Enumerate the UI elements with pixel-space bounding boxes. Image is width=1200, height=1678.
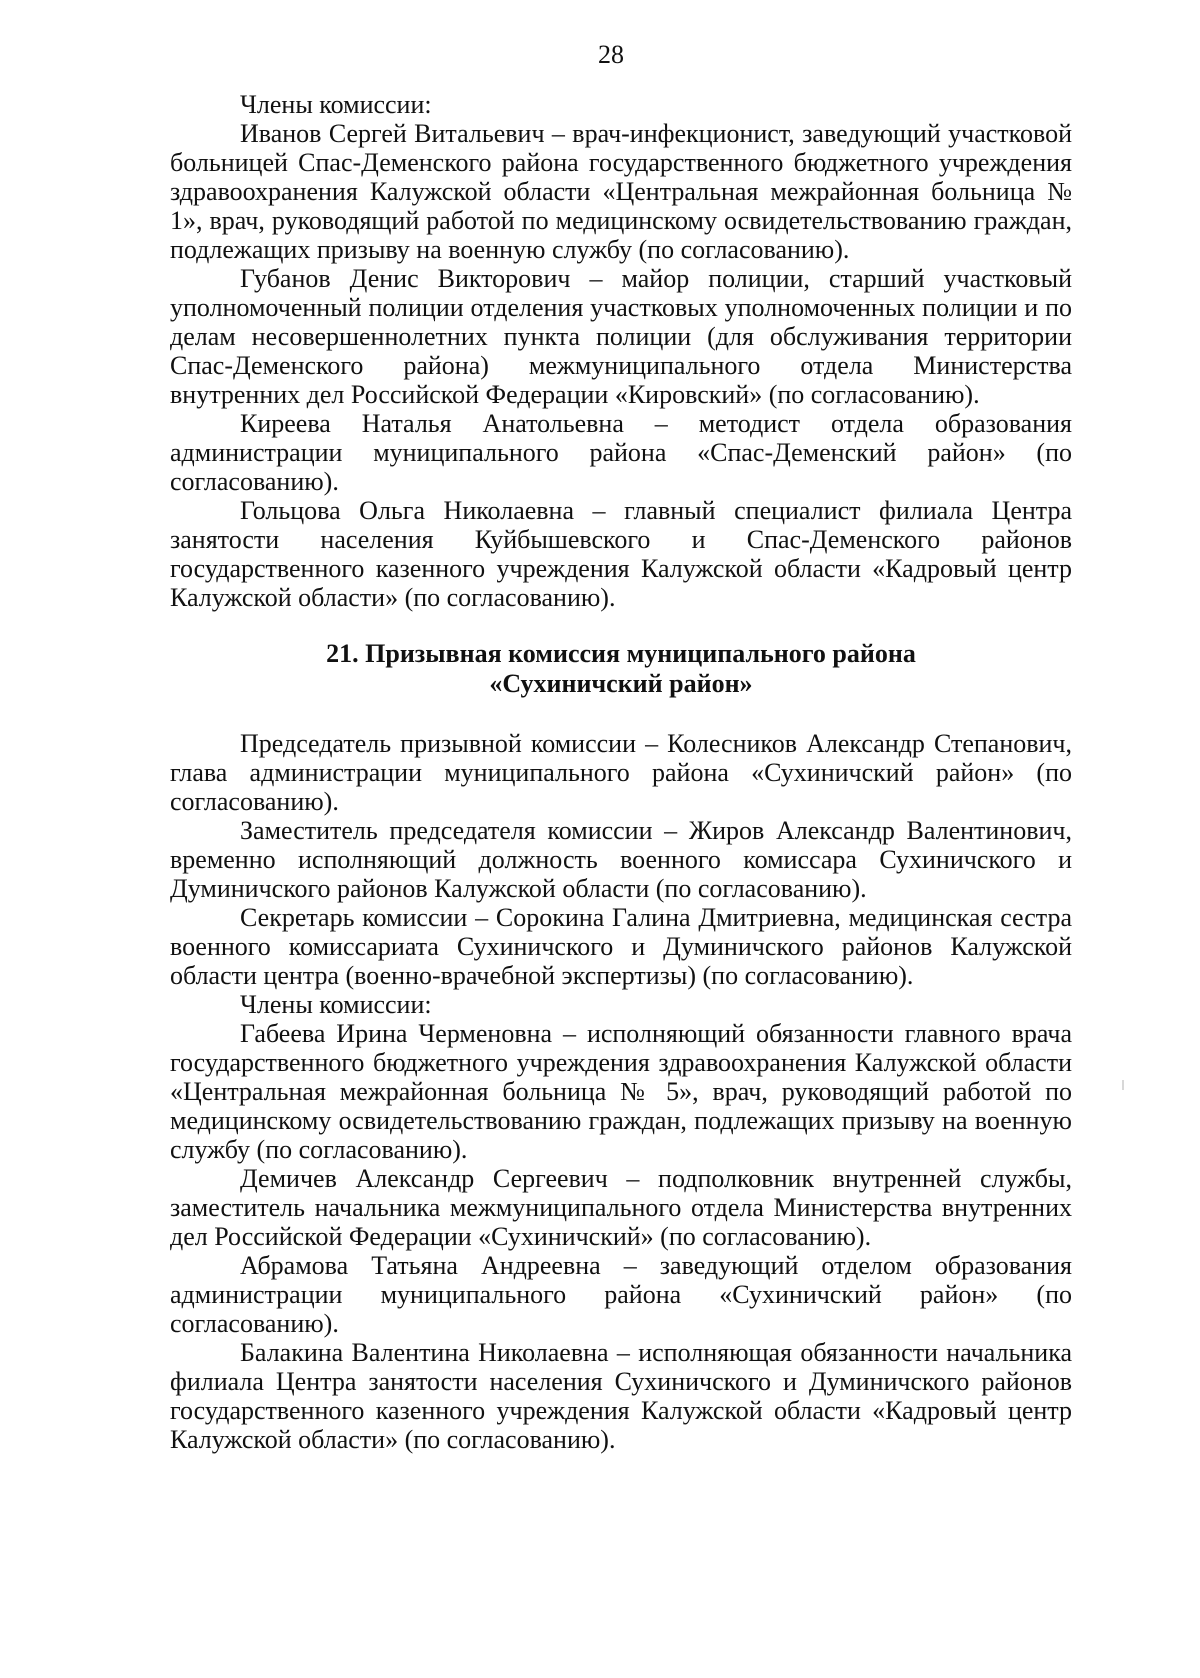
members-list-previous-commission: [170, 90, 1072, 612]
secretary-entry: Секретарь комиссии – Сорокина Галина Дмитриевна, медицинская сестра военного комиссариата Сухиничского и Думиничского районов Калужской области центра (военно-врачебной экспертизы) (по согласованию).: [170, 903, 1072, 990]
scan-artifact: [1122, 1080, 1124, 1090]
commission-composition: [170, 729, 1072, 1454]
member-entry: Демичев Александр Сергеевич – подполковник внутренней службы, заместитель начальника межмуниципального отдела Министерства внутренних дел Российской Федерации «Сухиничский» (по согласованию).: [170, 1164, 1072, 1251]
member-entry: Киреева Наталья Анатольевна – методист отдела образования администрации муниципального района «Спас-Деменский район» (по согласованию).: [170, 409, 1072, 496]
member-entry: Габеева Ирина Черменовна – исполняющий обязанности главного врача государственного бюджетного учреждения здравоохранения Калужской области «Центральная межрайонная больница № 5», врач, руководящий работой по медицинскому освидетельствованию граждан, подлежащих призыву на военную службу (по согласованию).: [170, 1019, 1072, 1164]
members-heading: Члены комиссии:: [240, 90, 432, 119]
member-entry: Балакина Валентина Николаевна – исполняющая обязанности начальника филиала Центра занятости населения Сухиничского и Думиничского районов государственного казенного учреждения Калужской области «Кадровый центр Калужской области» (по согласованию).: [170, 1338, 1072, 1454]
member-entry: Губанов Денис Викторович – майор полиции, старший участковый уполномоченный полиции отделения участковых уполномоченных полиции и по делам несовершеннолетних пункта полиции (для обслуживания территории Спас-Деменского района) межмуниципального отдела Министерства внутренних дел Российской Федерации «Кировский» (по согласованию).: [170, 264, 1072, 409]
deputy-chairman-entry: Заместитель председателя комиссии – Жиров Александр Валентинович, временно исполняющий должность военного комиссара Сухиничского и Думиничского районов Калужской области (по согласованию).: [170, 816, 1072, 903]
member-entry: Иванов Сергей Витальевич – врач-инфекционист, заведующий участковой больницей Спас-Деменского района государственного бюджетного учреждения здравоохранения Калужской области «Центральная межрайонная больница № 1», врач, руководящий работой по медицинскому освидетельствованию граждан, подлежащих призыву на военную службу (по согласованию).: [170, 119, 1072, 264]
member-entry: Абрамова Татьяна Андреевна – заведующий отделом образования администрации муниципального района «Сухиничский район» (по согласованию).: [170, 1251, 1072, 1338]
section-heading-line: 21. Призывная комиссия муниципального района: [326, 639, 916, 668]
chairman-entry: Председатель призывной комиссии – Колесников Александр Степанович, глава администрации муниципального района «Сухиничский район» (по согласованию).: [170, 729, 1072, 816]
members-heading: Члены комиссии:: [240, 990, 432, 1019]
member-entry: Гольцова Ольга Николаевна – главный специалист филиала Центра занятости населения Куйбышевского и Спас-Деменского районов государственного казенного учреждения Калужской области «Кадровый центр Калужской области» (по согласованию).: [170, 496, 1072, 612]
page-number: 28: [598, 40, 624, 69]
section-heading-line: «Сухиничский район»: [489, 669, 753, 698]
section-heading: [170, 639, 1072, 699]
